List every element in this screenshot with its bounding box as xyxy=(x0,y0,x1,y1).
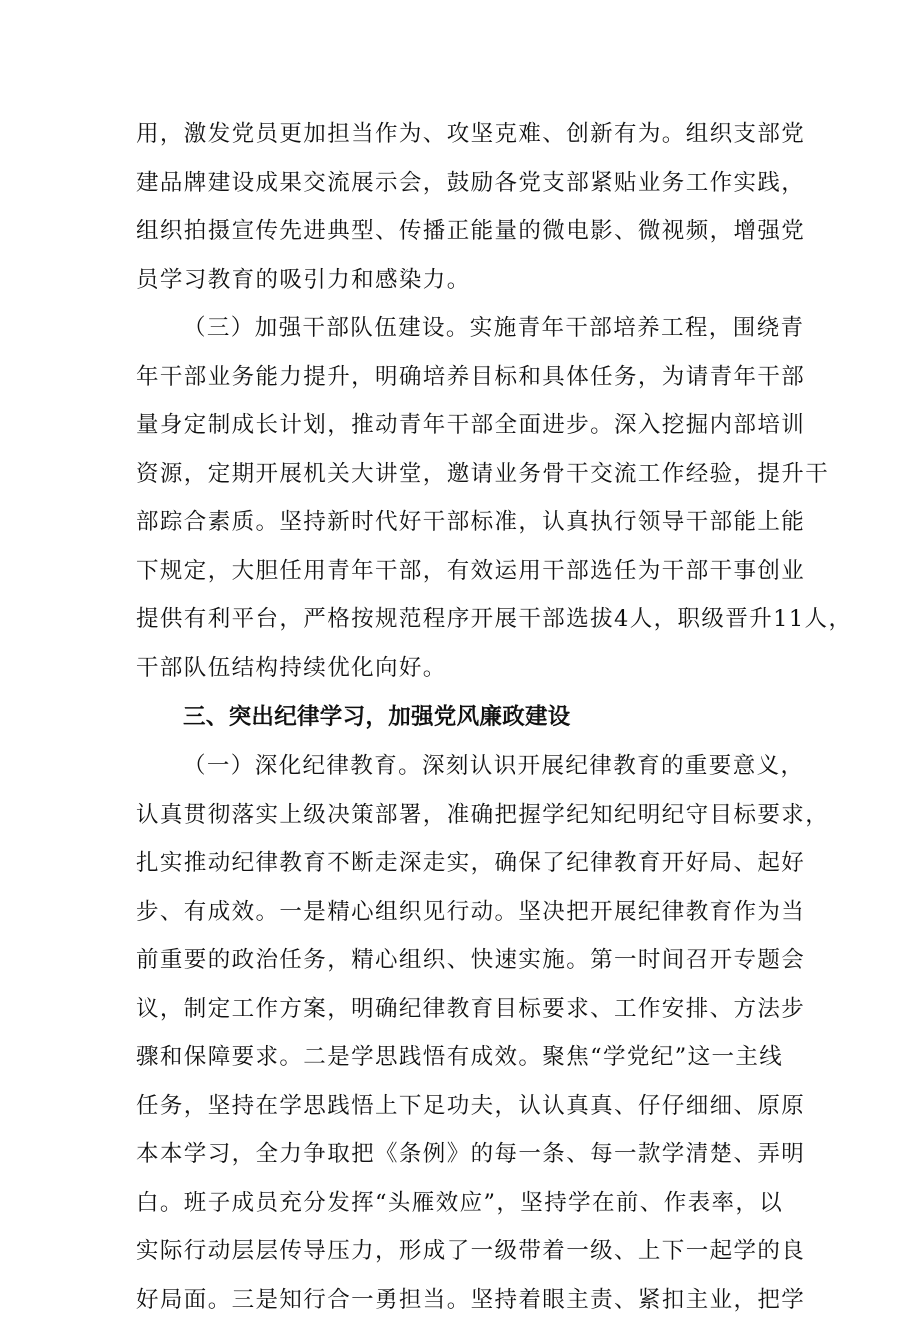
text-line: 实际行动层层传导压力，形成了一级带着一级、上下一起学的良 xyxy=(136,1227,796,1276)
text-line: 认真贯彻落实上级决策部署，准确把握学纪知纪明纪守目标要求， xyxy=(136,791,796,840)
text-line: 提供有利平台，严格按规范程序开展干部选拔4人，职级晋升11人， xyxy=(136,595,796,644)
text-line: 骤和保障要求。二是学思践悟有成效。聚焦“学党纪”这一主线 xyxy=(136,1033,796,1082)
text-line: 议，制定工作方案，明确纪律教育目标要求、工作安排、方法步 xyxy=(136,985,796,1034)
document-body xyxy=(136,110,796,1324)
text-line: 员学习教育的吸引力和感染力。 xyxy=(136,256,796,305)
text-line: 下规定，大胆任用青年干部，有效运用干部选任为干部干事创业 xyxy=(136,547,796,596)
section-heading: 三、突出纪律学习，加强党风廉政建设 xyxy=(136,692,796,742)
text-line: 量身定制成长计划，推动青年干部全面进步。深入挖掘内部培训 xyxy=(136,401,796,450)
text-line: 年干部业务能力提升，明确培养目标和具体任务，为请青年干部 xyxy=(136,353,796,402)
text-line: 部踪合素质。坚持新时代好干部标准，认真执行领导干部能上能 xyxy=(136,498,796,547)
text-line: 好局面。三是知行合一勇担当。坚持着眼主责、紧扣主业，把学 xyxy=(136,1276,796,1324)
text-line: 用，激发党员更加担当作为、攻坚克难、创新有为。组织支部党 xyxy=(136,110,796,159)
text-line: 本本学习，全力争取把《条例》的每一条、每一款学清楚、弄明 xyxy=(136,1130,796,1179)
paragraph-cadre-team xyxy=(136,304,796,692)
text-line: 白。班子成员充分发挥“头雁效应”，坚持学在前、作表率，以 xyxy=(136,1179,796,1228)
text-line: 干部队伍结构持续优化向好。 xyxy=(136,644,796,693)
text-line: 前重要的政治任务，精心组织、快速实施。第一时间召开专题会 xyxy=(136,936,796,985)
text-line: （一）深化纪律教育。深刻认识开展纪律教育的重要意义， xyxy=(136,742,796,791)
text-line: （三）加强干部队伍建设。实施青年干部培养工程，围绕青 xyxy=(136,304,796,353)
paragraph-party-building xyxy=(136,110,796,304)
text-line: 建品牌建设成果交流展示会，鼓励各党支部紧贴业务工作实践， xyxy=(136,159,796,208)
paragraph-discipline-education xyxy=(136,742,796,1324)
text-line: 扎实推动纪律教育不断走深走实，确保了纪律教育开好局、起好 xyxy=(136,839,796,888)
text-line: 资源，定期开展机关大讲堂，邀请业务骨干交流工作经验，提升干 xyxy=(136,450,796,499)
text-line: 步、有成效。一是精心组织见行动。坚决把开展纪律教育作为当 xyxy=(136,888,796,937)
text-line: 组织拍摄宣传先进典型、传播正能量的微电影、微视频，增强党 xyxy=(136,207,796,256)
text-line: 任务，坚持在学思践悟上下足功夫，认认真真、仔仔细细、原原 xyxy=(136,1082,796,1131)
